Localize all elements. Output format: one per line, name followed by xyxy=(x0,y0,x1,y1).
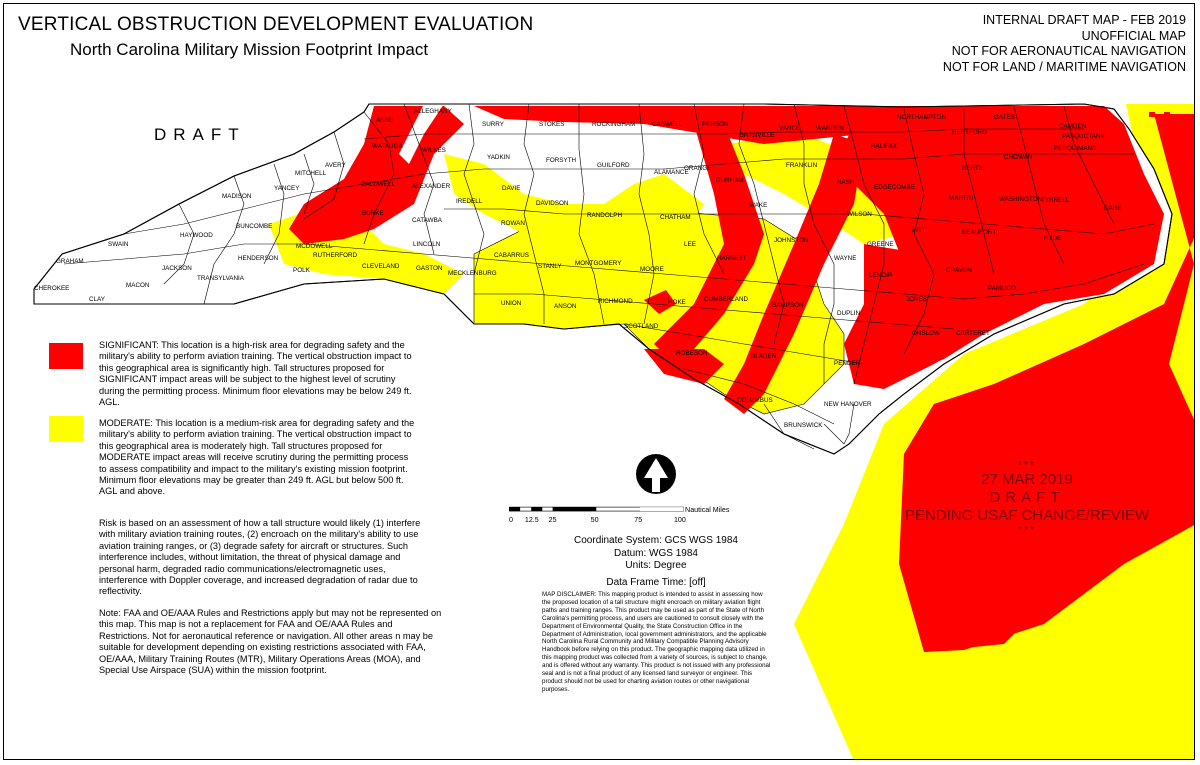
map-notices xyxy=(943,13,1186,75)
county-label-moore: MOORE xyxy=(640,266,664,273)
county-label-catawba: CATAWBA xyxy=(412,217,442,224)
county-label-franklin: FRANKLIN xyxy=(786,162,818,169)
stamp-date: 27 MAR 2019 xyxy=(981,471,1073,488)
county-label-cabarrus: CABARRUS xyxy=(494,252,529,259)
county-label-carteret: CARTERET xyxy=(956,330,990,337)
datum: Datum: WGS 1984 xyxy=(614,547,698,559)
county-label-halifax: HALIFAX xyxy=(871,143,897,150)
county-label-graham: GRAHAM xyxy=(56,258,84,265)
risk-explanation: Risk is based on an assessment of how a tall structure would likely (1) interfere with military aviation training routes, (2) encroach on the military's ability to use aviation training ranges, or (3) degrade safety for aircraft or structures. Such interference includes, without limitation, the threat of physical damage and personal harm, degraded radio communications/electromagnetic uses, interference with Doppler coverage, and increased degradation of radar due to reflectivity. xyxy=(99,518,421,597)
county-label-warren: WARREN xyxy=(816,125,844,132)
county-label-avery: AVERY xyxy=(325,162,346,169)
county-label-polk: POLK xyxy=(293,267,310,274)
county-label-bertie: BERTIE xyxy=(962,165,985,172)
legend-text-moderate: MODERATE: This location is a medium-risk area for degrading safety and the military's ability to perform aviation training. The vertical obstruction impact to this geographical area is moderately high. Tall structures proposed for MODERATE impact areas will receive scrutiny during the permitting process to assess compatibility and impact to the military's existing mission footprint. Minimum floor elevations may be greater than 249 ft. AGL but below 500 ft. AGL and above. xyxy=(99,418,415,497)
county-label-pitt: PITT xyxy=(912,227,926,234)
county-label-martin: MARTIN xyxy=(949,195,974,202)
county-label-cumberland: CUMBERLAND xyxy=(704,296,749,303)
county-label-yancey: YANCEY xyxy=(274,185,300,192)
county-label-caswell: CASWELL xyxy=(652,121,683,128)
county-label-henderson: HENDERSON xyxy=(238,255,279,262)
county-label-jones: JONES xyxy=(906,296,927,303)
county-label-orange: ORANGE xyxy=(684,165,712,172)
county-label-macon: MACON xyxy=(126,282,150,289)
county-label-alleghany: ALLEGHANY xyxy=(414,108,452,115)
county-label-davidson: DAVIDSON xyxy=(536,200,569,207)
scale-tick-75: 75 xyxy=(634,516,643,525)
county-label-swain: SWAIN xyxy=(108,241,129,248)
county-label-iredell: IREDELL xyxy=(456,198,483,205)
draft-label: DRAFT xyxy=(154,125,246,144)
county-label-sampson: SAMPSON xyxy=(772,302,804,309)
map-frame xyxy=(3,3,1195,760)
county-label-mecklenburg: MECKLENBURG xyxy=(448,270,497,277)
stamp-stars-top: *** xyxy=(1018,460,1036,471)
legend-swatch-significant xyxy=(49,343,83,369)
notice-not-aeronautical: NOT FOR AERONAUTICAL NAVIGATION xyxy=(951,44,1186,58)
county-label-alexander: ALEXANDER xyxy=(412,183,451,190)
county-label-pasquotank: PASQUOTANK xyxy=(1062,133,1105,140)
county-label-wayne: WAYNE xyxy=(834,255,857,262)
county-label-guilford: GUILFORD xyxy=(597,162,630,169)
county-label-lincoln: LINCOLN xyxy=(413,241,441,248)
county-label-beaufort: BEAUFORT xyxy=(962,229,997,236)
county-label-bladen: BLADEN xyxy=(751,353,777,360)
county-label-haywood: HAYWOOD xyxy=(180,232,213,239)
county-label-wilson: WILSON xyxy=(847,211,872,218)
scale-tick-0: 0 xyxy=(509,516,513,525)
stamp-stars-bottom: *** xyxy=(1018,525,1036,536)
scale-tick-50: 50 xyxy=(590,516,599,525)
county-label-surry: SURRY xyxy=(482,121,504,128)
county-label-lee: LEE xyxy=(684,241,696,248)
county-label-brunswick: BRUNSWICK xyxy=(784,422,823,429)
county-label-edgecombe: EDGECOMBE xyxy=(874,184,915,191)
legend-swatch-moderate xyxy=(49,416,83,442)
county-label-burke: BURKE xyxy=(362,210,384,217)
county-label-caldwell: CALDWELL xyxy=(361,181,395,188)
county-label-person: PERSON xyxy=(702,121,729,128)
county-label-rockingham: ROCKINGHAM xyxy=(592,121,636,128)
map-disclaimer: MAP DISCLAIMER: This mapping product is intended to assist in assessing how the proposed location of a tall structure might encroach on military aviation flight paths and training ranges. This product may be used as part of the State of North Carolina's permitting process, and users are cautioned to consult closely with the Department of Environmental Quality, the State Construction Office in the Department of Administration, local government administrators, and the applicable North Carolina Rural Community and Military Compatible Planning Advisory Handbook before relying on this product. The geographic mapping data utilized in this mapping product was collected from a variety of sources, is subject to change, and is offered without any warranty. This product is not issued with any professional seal and is not a final product of any licensed land surveyor or engineer. This product should not be used for charting aviation routes or other navigational purposes. xyxy=(542,591,771,693)
page-subtitle: North Carolina Military Mission Footprint Impact xyxy=(70,40,429,59)
county-label-chatham: CHATHAM xyxy=(660,214,691,221)
county-label-forsyth: FORSYTH xyxy=(546,157,577,164)
county-label-yadkin: YADKIN xyxy=(487,154,510,161)
scale-tick-100: 100 xyxy=(673,516,686,525)
county-label-davie: DAVIE xyxy=(502,185,521,192)
county-label-madison: MADISON xyxy=(222,193,252,200)
notice-unofficial: UNOFFICIAL MAP xyxy=(1081,28,1186,43)
notice-not-land-maritime: NOT FOR LAND / MARITIME NAVIGATION xyxy=(942,59,1186,74)
county-label-alamance: ALAMANCE xyxy=(654,169,689,176)
scale-unit-label: Nautical Miles xyxy=(685,505,730,514)
offshore-mark-1 xyxy=(1149,112,1155,117)
county-label-new-hanover: NEW HANOVER xyxy=(824,401,872,408)
county-label-transylvania: TRANSYLVANIA xyxy=(197,275,245,282)
county-label-dare: DARE xyxy=(1104,205,1122,212)
county-label-union: UNION xyxy=(501,300,522,307)
county-label-camden: CAMDEN xyxy=(1059,123,1087,130)
county-label-pender: PENDER xyxy=(834,360,861,367)
county-label-gates: GATES xyxy=(994,114,1015,121)
county-label-lenoir: LENOIR xyxy=(869,272,893,279)
county-label-rutherford: RUTHERFORD xyxy=(313,252,358,259)
county-label-jackson: JACKSON xyxy=(162,265,192,272)
county-label-greene: GREENE xyxy=(867,241,894,248)
units: Units: Degree xyxy=(625,560,687,571)
county-label-washington: WASHINGTON xyxy=(999,196,1043,203)
county-label-buncombe: BUNCOMBE xyxy=(236,223,273,230)
data-frame-time: Data Frame Time: [off] xyxy=(606,576,706,588)
county-label-nash: NASH xyxy=(837,179,855,186)
county-label-hyde: HYDE xyxy=(1044,235,1062,242)
county-label-clay: CLAY xyxy=(89,296,105,303)
county-label-cherokee: CHEROKEE xyxy=(34,285,70,292)
county-label-granville: GRANVILLE xyxy=(739,132,775,139)
stamp-draft: DRAFT xyxy=(989,489,1065,506)
county-label-chowan: CHOWAN xyxy=(1004,154,1033,161)
county-label-richmond: RICHMOND xyxy=(598,298,633,305)
county-label-durham: DURHAM xyxy=(716,177,744,184)
county-label-randolph: RANDOLPH xyxy=(587,212,622,219)
county-label-columbus: COLUMBUS xyxy=(737,397,773,404)
county-label-robeson: ROBESON xyxy=(676,350,708,357)
county-label-ashe: ASHE xyxy=(376,117,394,124)
county-label-mitchell: MITCHELL xyxy=(295,170,327,177)
county-label-hertford: HERTFORD xyxy=(952,129,987,136)
county-label-wake: WAKE xyxy=(749,202,768,209)
county-label-gaston: GASTON xyxy=(416,265,443,272)
county-label-scotland: SCOTLAND xyxy=(624,323,659,330)
faa-note: Note: FAA and OE/AAA Rules and Restrictions apply but may not be represented on this map. This map is not a replacement for FAA and OE/AAA Rules and Restrictions. Not for aeronautical reference or navigation. All other areas n may be suitable for development depending on existing restrictions associated with FAA, OE/AAA, Military Training Routes (MTR), Military Operations Areas (MOA), and Special Use Airspace (SUA) within the mission footprint. xyxy=(99,608,442,676)
stamp-pending: PENDING USAF CHANGE/REVIEW xyxy=(904,507,1150,524)
county-label-hoke: HOKE xyxy=(668,299,686,306)
offshore-mark-2 xyxy=(1164,112,1170,117)
county-label-johnston: JOHNSTON xyxy=(774,237,809,244)
county-label-craven: CRAVEN xyxy=(946,267,972,274)
county-label-stanly: STANLY xyxy=(538,263,562,270)
north-arrow-icon xyxy=(636,454,676,494)
county-label-tyrrell: TYRRELL xyxy=(1041,197,1070,204)
county-label-perquimans: PERQUIMANS xyxy=(1054,145,1097,152)
county-label-vance: VANCE xyxy=(779,125,801,132)
county-label-rowan: ROWAN xyxy=(501,220,525,227)
coordinate-info xyxy=(524,535,788,589)
legend-text-significant: SIGNIFICANT: This location is a high-risk area for degrading safety and the military's ability to perform aviation training. The vertical obstruction impact to this geographical area is significantly high. Tall structures proposed for SIGNIFICANT impact areas will be subject to the highest level of scrutiny during the permitting process. Minimum floor elevations may be below 249 ft. AGL. xyxy=(99,340,412,408)
scale-tick-25: 25 xyxy=(548,516,557,525)
county-label-harnett: HARNETT xyxy=(717,255,747,262)
county-label-anson: ANSON xyxy=(554,303,577,310)
coordinate-system: Coordinate System: GCS WGS 1984 xyxy=(574,535,738,546)
county-label-stokes: STOKES xyxy=(539,121,565,128)
county-label-cleveland: CLEVELAND xyxy=(362,263,400,270)
scale-tick-12-5: 12.5 xyxy=(524,516,539,525)
county-label-watauga: WATAUGA xyxy=(372,143,403,150)
scale-bar xyxy=(509,504,739,534)
county-label-wilkes: WILKES xyxy=(422,147,446,154)
page-title: VERTICAL OBSTRUCTION DEVELOPMENT EVALUATION xyxy=(18,14,534,35)
county-label-northampton: NORTHAMPTON xyxy=(897,114,947,121)
county-label-mcdowell: MCDOWELL xyxy=(296,243,333,250)
notice-internal-draft: INTERNAL DRAFT MAP - FEB 2019 xyxy=(982,13,1186,27)
county-label-duplin: DUPLIN xyxy=(837,310,861,317)
draft-stamp xyxy=(876,460,1178,536)
county-label-pamlico: PAMLICO xyxy=(988,285,1016,292)
county-label-onslow: ONSLOW xyxy=(912,330,940,337)
county-label-montgomery: MONTGOMERY xyxy=(575,260,622,267)
